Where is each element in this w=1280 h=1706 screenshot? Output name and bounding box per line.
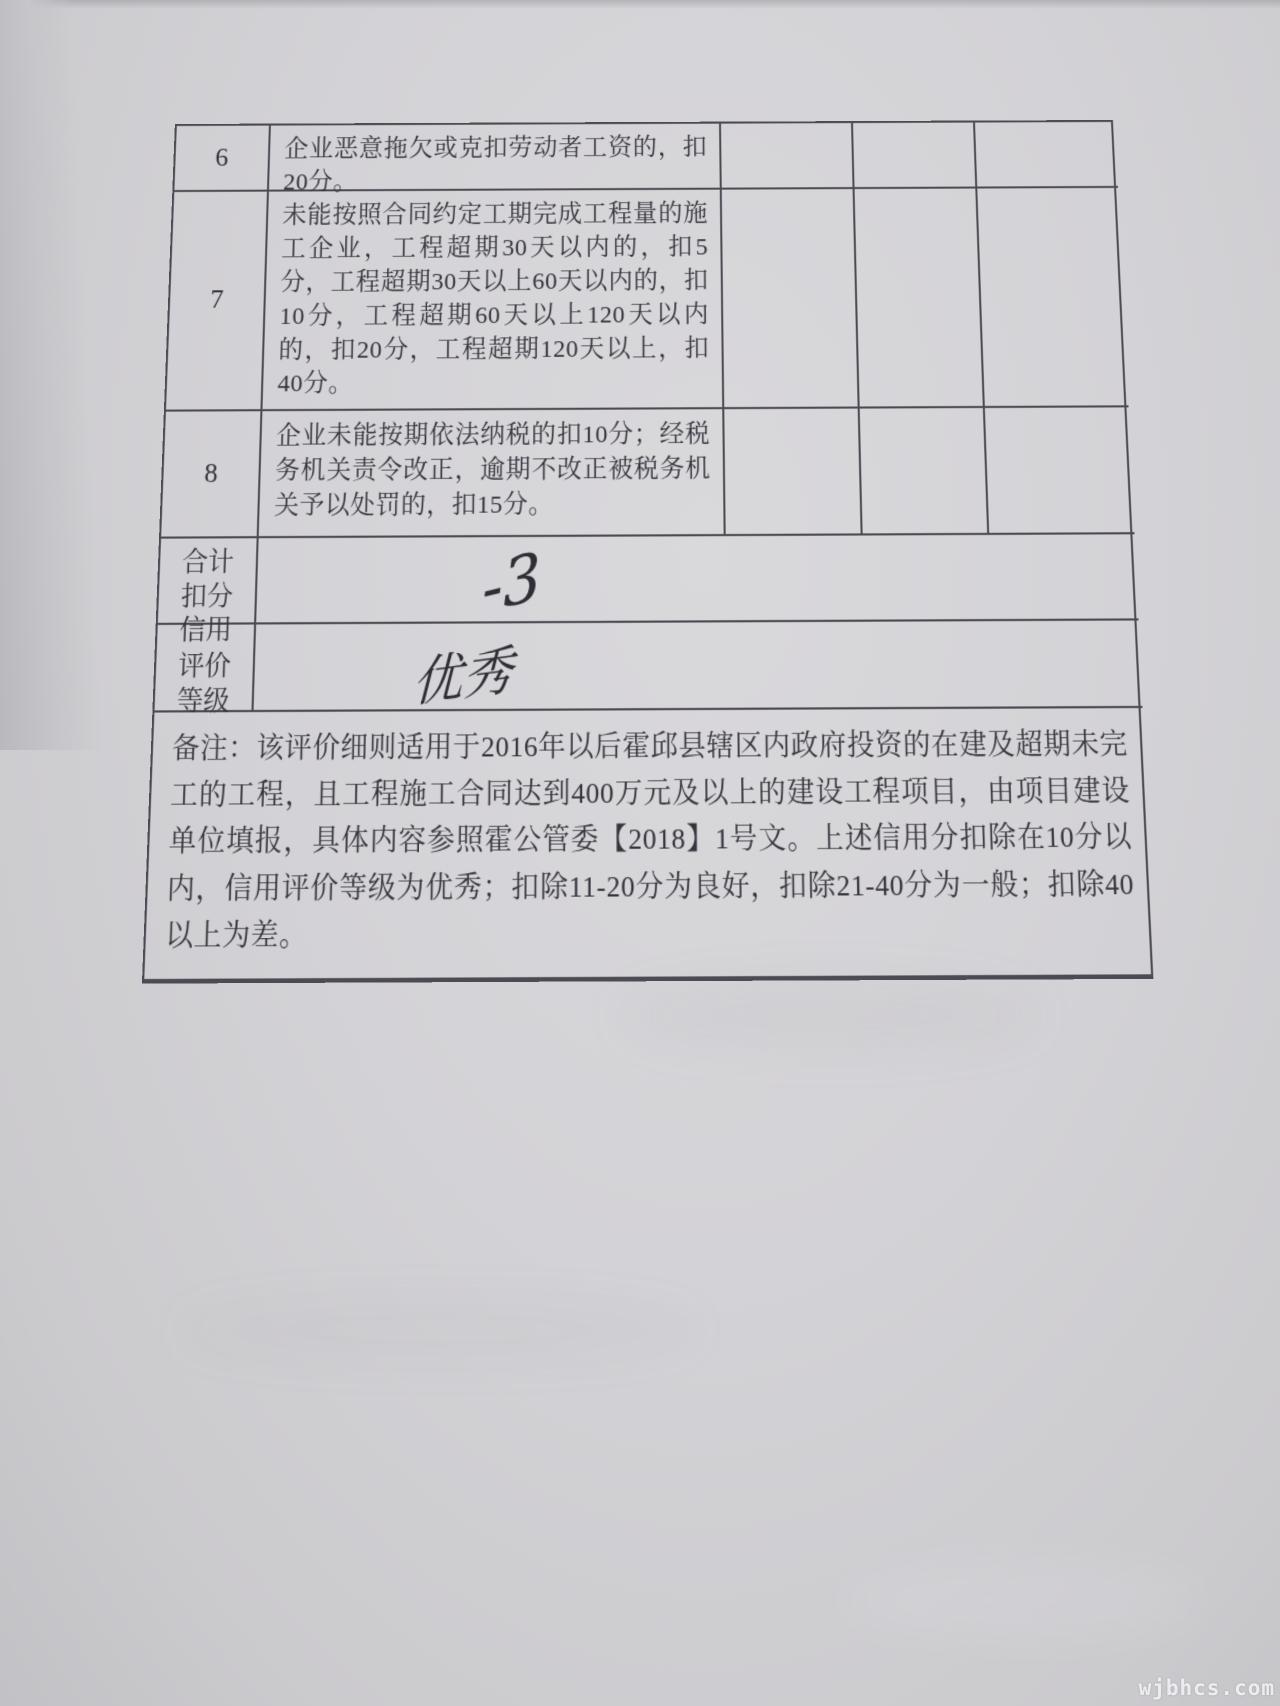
paper-smudge: [180, 1300, 700, 1360]
remarks-cell: [144, 708, 1155, 979]
score-cell-empty: [721, 123, 855, 190]
remarks-text: 该评价细则适用于2016年以后霍邱县辖区内政府投资的在建及超期未完工的工程，且工程施工合同达到400万元及以上的建设工程项目，由项目建设单位填报，具体内容参照霍公管委【2018】1号文。上述信用分扣除在10分以内，信用评价等级为优秀；扣除11-20分为良好，扣除21-40分为一般；扣除40以上为差。: [164, 728, 1135, 953]
total-deduction-label: 合计扣分: [158, 538, 259, 625]
row-number-cell: 6: [174, 126, 271, 192]
score-cell-empty: [724, 409, 862, 537]
score-cell-empty: [855, 189, 985, 409]
score-cell-empty: [975, 122, 1118, 189]
handwritten-total-score: -3: [480, 537, 544, 629]
score-cell-empty: [860, 408, 990, 536]
row-number-cell: 8: [161, 411, 262, 538]
criteria-cell: 企业恶意拖欠或克扣劳动者工资的，扣20分。: [269, 124, 722, 192]
site-watermark: wjbhcs.com: [1138, 1676, 1275, 1700]
paper-top-shadow: [0, 0, 1280, 9]
remarks-label: 备注：: [171, 731, 257, 765]
score-cell-empty: [985, 407, 1135, 535]
credit-rating-label: 信用评价等级: [154, 625, 256, 713]
evaluation-table: [142, 120, 1153, 984]
paper-edge-shadow: [0, 0, 104, 750]
score-cell-empty: [722, 189, 860, 409]
handwritten-credit-rating: 优秀: [411, 639, 514, 715]
credit-rating-value-cell: [254, 621, 1143, 713]
score-cell-empty: [977, 188, 1128, 408]
paper-smudge: [620, 980, 1040, 1050]
photographed-table-region: [142, 120, 1153, 984]
total-deduction-value-cell: [256, 534, 1138, 629]
criteria-cell: 企业未能按期依法纳税的扣10分；经税务机关责令改正，逾期不改正被税务机关予以处罚的，扣15分。: [259, 409, 726, 538]
paper-smudge: [840, 1560, 1200, 1640]
score-cell-empty: [853, 123, 977, 190]
criteria-cell: 未能按照合同约定工期完成工程量的施工企业，工程超期30天以内的，扣5分，工程超期30天以上60天以内的，扣10分，工程超期60天以上120天以内的，扣20分，工程超期120天以上，扣40分。: [262, 190, 724, 412]
row-number-cell: 7: [166, 192, 269, 412]
